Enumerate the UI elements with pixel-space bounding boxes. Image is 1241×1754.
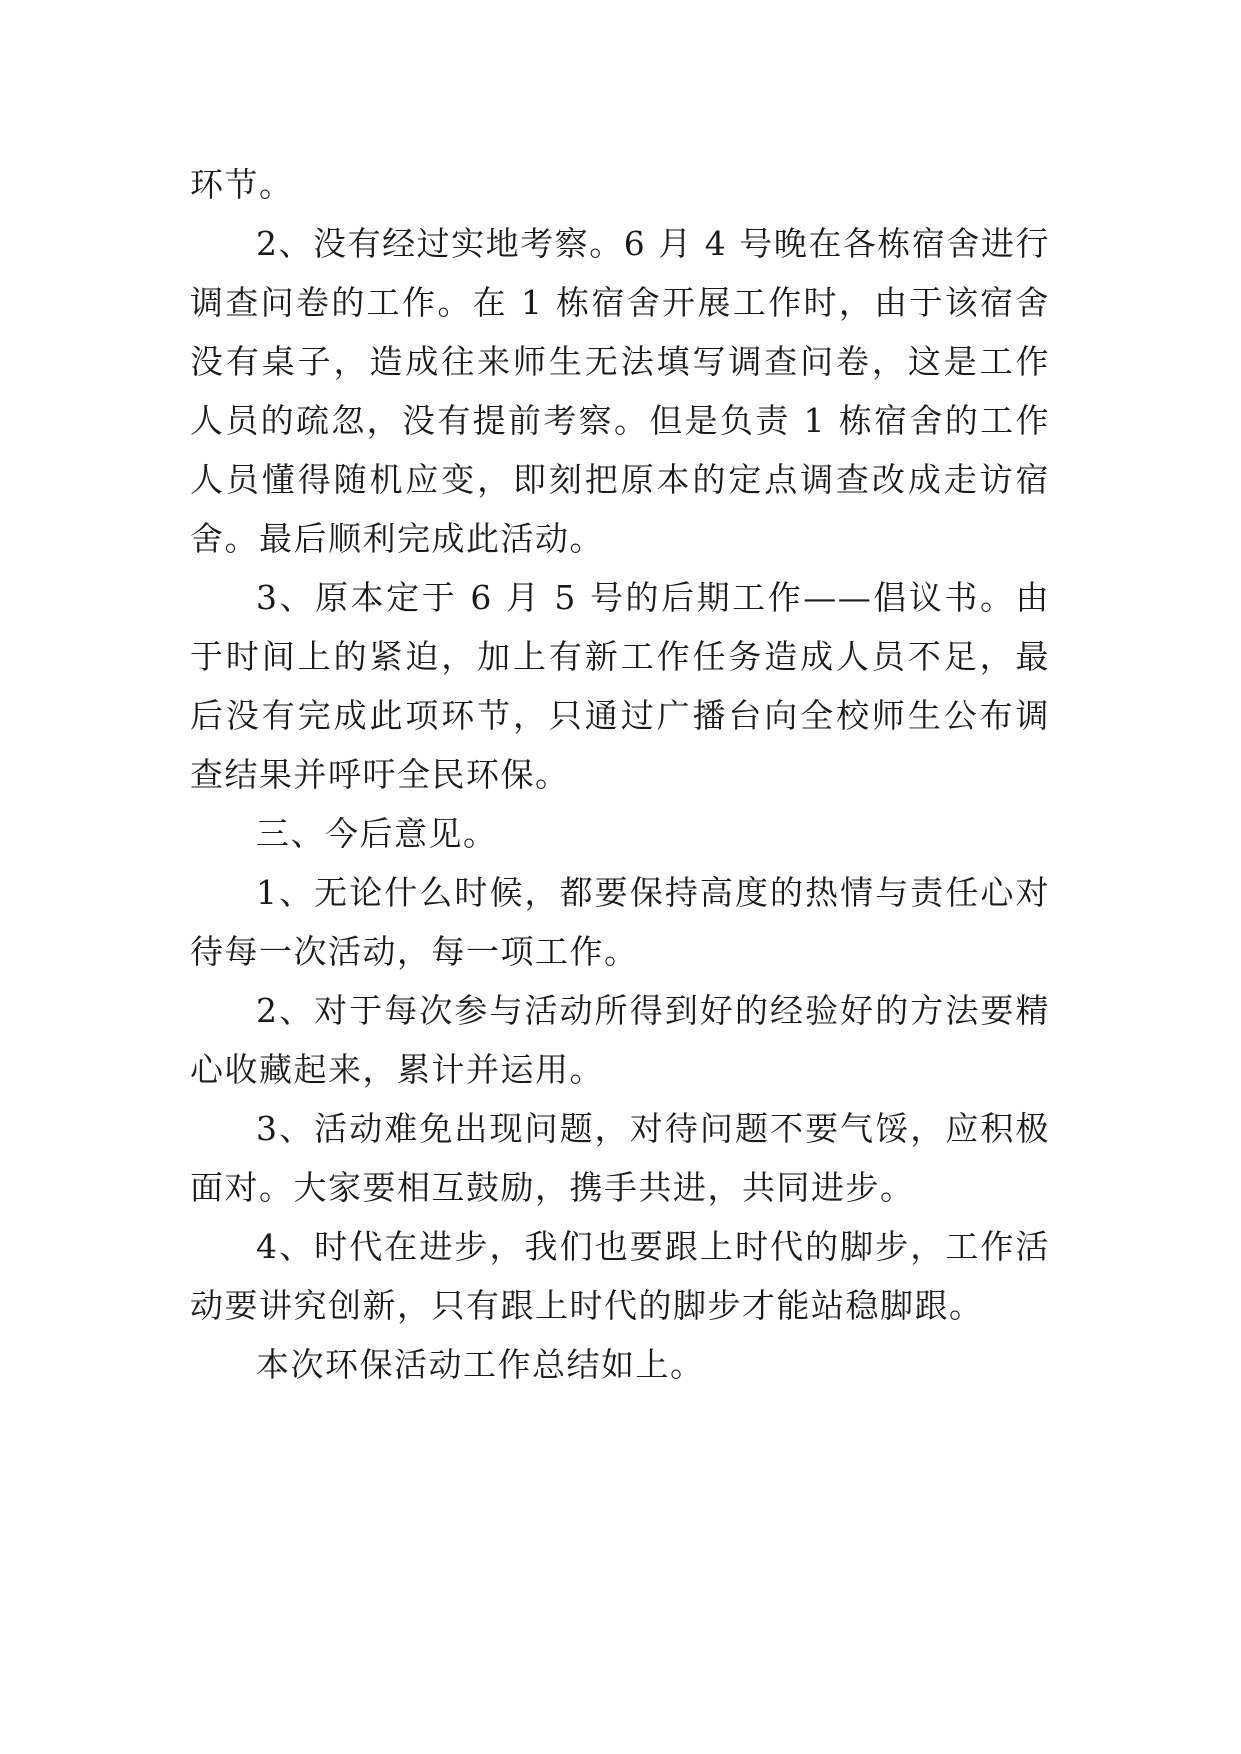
paragraph-suggestion-1: 1、无论什么时候，都要保持高度的热情与责任心对待每一次活动，每一项工作。	[190, 873, 1050, 971]
paragraph-closing: 本次环保活动工作总结如上。	[256, 1345, 705, 1384]
paragraph-continuation: 环节。	[190, 165, 294, 204]
section-heading-future-suggestions: 三、今后意见。	[256, 814, 498, 853]
document-body	[190, 155, 1050, 1394]
paragraph-suggestion-4: 4、时代在进步，我们也要跟上时代的脚步，工作活动要讲究创新，只有跟上时代的脚步才能站稳脚跟。	[190, 1227, 1050, 1325]
paragraph-issue-2: 2、没有经过实地考察。6 月 4 号晚在各栋宿舍进行调查问卷的工作。在 1 栋宿舍开展工作时，由于该宿舍没有桌子，造成往来师生无法填写调查问卷，这是工作人员的疏忽，没有提前考察。但是负责 1 栋宿舍的工作人员懂得随机应变，即刻把原本的定点调查改成走访宿舍。最后顺利完成此活动。	[190, 224, 1050, 558]
paragraph-suggestion-3: 3、活动难免出现问题，对待问题不要气馁，应积极面对。大家要相互鼓励，携手共进，共同进步。	[190, 1109, 1050, 1207]
paragraph-issue-3: 3、原本定于 6 月 5 号的后期工作——倡议书。由于时间上的紧迫，加上有新工作任务造成人员不足，最后没有完成此项环节，只通过广播台向全校师生公布调查结果并呼吁全民环保。	[190, 578, 1050, 794]
paragraph-suggestion-2: 2、对于每次参与活动所得到好的经验好的方法要精心收藏起来，累计并运用。	[190, 991, 1050, 1089]
